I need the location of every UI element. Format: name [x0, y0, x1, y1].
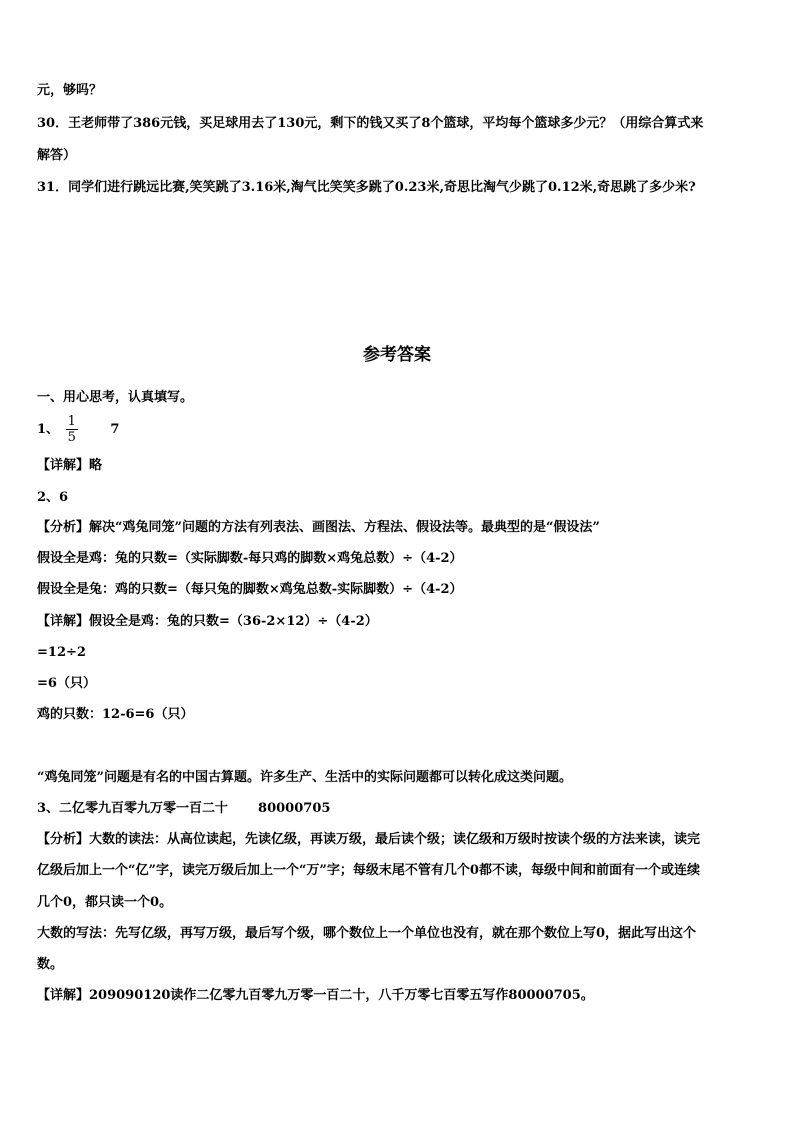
- line-q29-end: 元，够吗？: [37, 83, 103, 98]
- answer-3-reading: 3、二亿零九百零九万零一百二十: [37, 801, 229, 816]
- answer-2-assume-rabbit: 假设全是兔：鸡的只数=（每只兔的脚数×鸡兔总数-实际脚数）÷（4-2）: [37, 582, 463, 597]
- answer-3-number: 80000705: [258, 801, 331, 816]
- answer-3-analysis-2: 亿级后加上一个“亿”字，读完万级后加上一个“万”字；每级末尾不管有几个0都不读，每级中间和前面有一个或连续: [37, 863, 700, 878]
- question-30: 30．王老师带了386元钱，买足球用去了130元，剩下的钱又买了8个篮球，平均每个篮球多少元？（用综合算式来: [37, 116, 704, 131]
- answer-1: [37, 412, 764, 448]
- answer-3-head: [37, 801, 764, 817]
- fraction-numerator: 1: [67, 414, 76, 429]
- answer-1-detail: 【详解】略: [37, 458, 103, 473]
- answer-3-detail: 【详解】209090120读作二亿零九百零九万零一百二十，八千万零七百零五写作80000705。: [37, 988, 594, 1003]
- answer-2-detail: 【详解】假设全是鸡：兔的只数=（36-2×12）÷（4-2）: [37, 614, 378, 629]
- answer-1-prefix: 1、: [37, 422, 60, 437]
- answer-2-note: “鸡兔同笼”问题是有名的中国古算题。许多生产、生活中的实际问题都可以转化成这类问题。: [37, 770, 572, 785]
- answer-2-step1: =12÷2: [37, 645, 86, 660]
- answer-2-step2: =6（只）: [37, 676, 96, 691]
- answer-3-writing-1: 大数的写法：先写亿级，再写万级，最后写个级，哪个数位上一个单位也没有，就在那个数位上写0，据此写出这个: [37, 926, 697, 941]
- fraction-denominator: 5: [67, 430, 76, 445]
- question-30-cont: 解答）: [37, 148, 77, 163]
- answer-2-head: 2、6: [37, 490, 69, 505]
- answer-2-analysis: 【分析】解决“鸡兔同笼”问题的方法有列表法、画图法、方程法、假设法等。最典型的是“假设法”: [37, 520, 600, 535]
- answer-1-second: 7: [110, 422, 120, 437]
- answer-2-assume-chicken: 假设全是鸡：兔的只数=（实际脚数-每只鸡的脚数×鸡兔总数）÷（4-2）: [37, 551, 463, 566]
- page-title: 参考答案: [363, 345, 431, 365]
- section-heading: 一、用心思考，认真填写。: [37, 390, 194, 405]
- answer-3-analysis-3: 几个0，都只读一个0。: [37, 895, 173, 910]
- question-31: 31．同学们进行跳远比赛,笑笑跳了3.16米,淘气比笑笑多跳了0.23米,奇思比淘气少跳了0.12米,奇思跳了多少米?: [37, 180, 696, 195]
- fraction: [66, 414, 78, 445]
- answer-3-writing-2: 数。: [37, 957, 64, 972]
- answer-3-analysis-1: 【分析】大数的读法：从高位读起，先读亿级，再读万级，最后读个级；读亿级和万级时按读个级的方法来读，读完: [37, 832, 701, 847]
- answer-2-chickens: 鸡的只数：12-6=6（只）: [37, 707, 194, 722]
